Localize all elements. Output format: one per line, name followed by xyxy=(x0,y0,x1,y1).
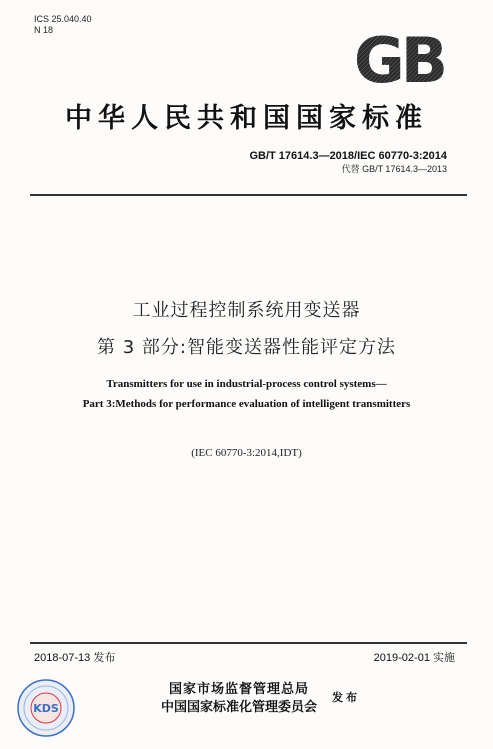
issue-label: 发布 xyxy=(332,691,360,704)
top-rule xyxy=(30,194,467,196)
publication-date: 2018-07-13 发布 xyxy=(34,652,116,664)
ics-code: ICS 25.040.40 xyxy=(34,14,92,24)
title-zh-line1: 工业过程控制系统用变送器 xyxy=(132,300,361,321)
implementation-date: 2019-02-01 实施 xyxy=(373,652,455,664)
category-code: N 18 xyxy=(34,25,54,35)
issuer-line1: 国家市场监督管理总局 xyxy=(168,682,309,697)
classification-codes xyxy=(34,14,92,36)
issuer-line2: 中国国家标准化管理委员会 xyxy=(160,700,317,715)
gb-logo xyxy=(338,30,460,88)
bottom-rule xyxy=(30,642,467,644)
title-en-line1: Transmitters for use in industrial-process control systems— xyxy=(106,378,387,390)
title-en-line2: Part 3:Methods for performance evaluation of intelligent transmitters xyxy=(82,398,411,410)
standard-number: GB/T 17614.3—2018/IEC 60770-3:2014 xyxy=(249,150,447,162)
gb-logo-text: GB xyxy=(353,30,445,88)
anti-counterfeit-seal-icon xyxy=(16,678,76,738)
national-standard-title: 中华人民共和国国家标准 xyxy=(65,103,428,134)
replaces-note: 代替 GB/T 17614.3—2013 xyxy=(341,164,447,174)
seal-text: KDS xyxy=(33,702,59,715)
title-zh-line2: 第 3 部分:智能变送器性能评定方法 xyxy=(97,337,396,358)
iec-equivalence: (IEC 60770-3:2014,IDT) xyxy=(191,447,302,459)
